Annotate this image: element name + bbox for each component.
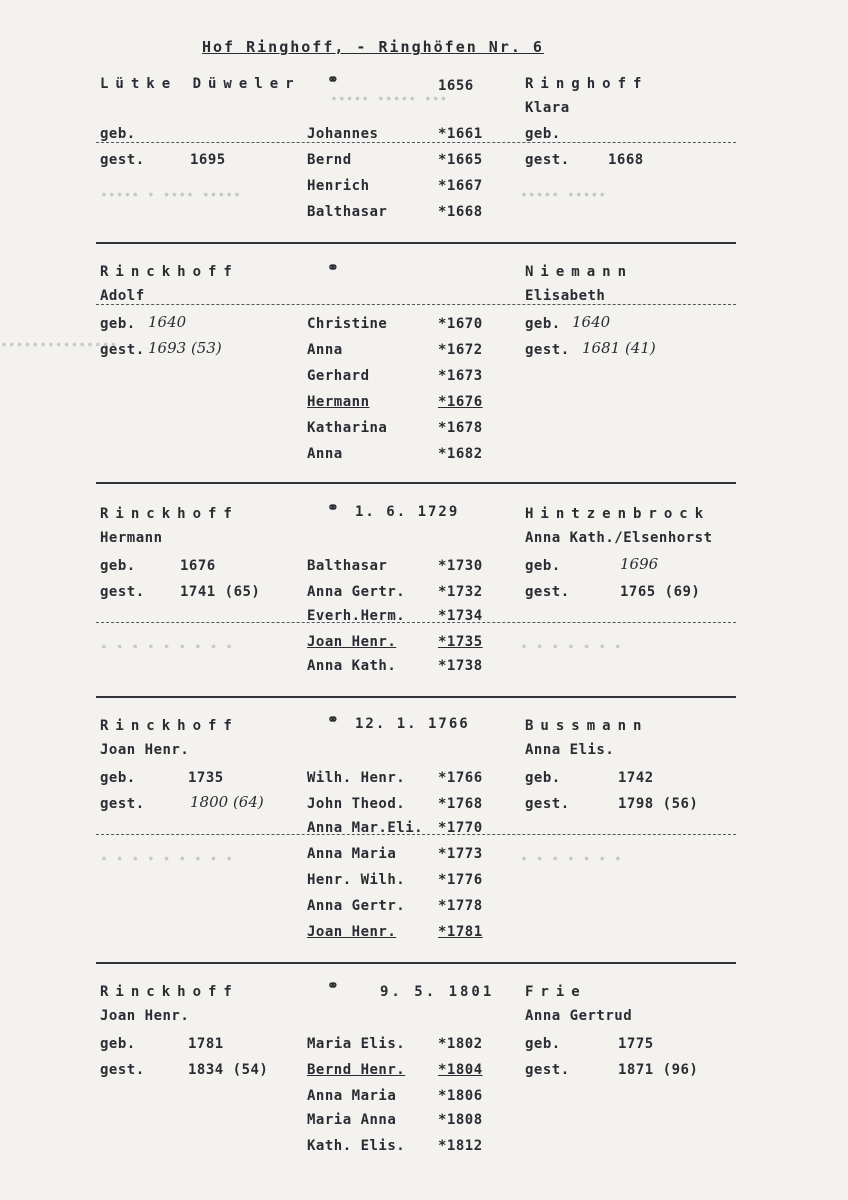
- husband-death-label: gest.: [100, 342, 145, 358]
- husband-surname: Rinckhoff: [100, 264, 239, 280]
- child-name: Anna: [307, 342, 343, 358]
- section-divider: [96, 482, 736, 484]
- wife-given-name: Elisabeth: [525, 288, 606, 304]
- section-divider: [96, 962, 736, 964]
- child-year: *1682: [438, 446, 483, 462]
- child-year: *1668: [438, 204, 483, 220]
- wife-death-year: 1668: [608, 152, 644, 168]
- child-year: *1678: [438, 420, 483, 436]
- child-year: *1667: [438, 178, 483, 194]
- husband-death-label: gest.: [100, 796, 145, 812]
- wedding-rings-icon: ⚭: [327, 500, 340, 516]
- husband-given-name: Adolf: [100, 288, 145, 304]
- child-name: Anna Maria: [307, 1088, 397, 1104]
- husband-death-year: 1695: [190, 152, 226, 168]
- underline-divider: [96, 834, 736, 835]
- child-year: *1735: [438, 634, 483, 650]
- husband-birth-label: geb.: [100, 126, 136, 142]
- marriage-date: 9. 5. 1801: [380, 984, 495, 1000]
- wife-surname: Ringhoff: [525, 76, 649, 92]
- husband-surname: Rinckhoff: [100, 506, 239, 522]
- wife-birth-year: 1775: [618, 1036, 654, 1052]
- husband-given-name: Joan Henr.: [100, 742, 190, 758]
- child-name: Joan Henr.: [307, 634, 397, 650]
- child-year: *1768: [438, 796, 483, 812]
- husband-death-label: gest.: [100, 152, 145, 168]
- husband-birth-year: 1781: [188, 1036, 224, 1052]
- bleed-through: ∙ ∙ ∙ ∙ ∙ ∙ ∙ ∙ ∙: [100, 640, 234, 655]
- child-name: Bernd: [307, 152, 352, 168]
- child-name: Johannes: [307, 126, 379, 142]
- child-year: *1808: [438, 1112, 483, 1128]
- child-name: Anna Mar.Eli.: [307, 820, 424, 836]
- wife-surname: Hintzenbrock: [525, 506, 711, 522]
- marriage-date: 1. 6. 1729: [355, 504, 460, 520]
- wife-death-year: 1765 (69): [620, 584, 701, 600]
- child-name: Anna: [307, 446, 343, 462]
- child-year: *1802: [438, 1036, 483, 1052]
- wife-birth-label: geb.: [525, 126, 561, 142]
- child-year: *1773: [438, 846, 483, 862]
- child-name: Maria Elis.: [307, 1036, 406, 1052]
- wife-birth-label: geb.: [525, 316, 561, 332]
- husband-birth-label: geb.: [100, 1036, 136, 1052]
- marriage-date: 12. 1. 1766: [355, 716, 470, 732]
- child-name: Anna Maria: [307, 846, 397, 862]
- bleed-through: ∙ ∙ ∙ ∙ ∙ ∙ ∙: [520, 852, 622, 867]
- bleed-through: ∙∙∙ ∙∙∙∙∙ ∙∙∙∙∙: [330, 92, 448, 107]
- child-year: *1766: [438, 770, 483, 786]
- husband-death-year: 1800 (64): [190, 793, 264, 811]
- child-year: *1738: [438, 658, 483, 674]
- wife-death-label: gest.: [525, 1062, 570, 1078]
- wife-birth-label: geb.: [525, 558, 561, 574]
- underline-divider: [96, 142, 736, 143]
- wife-death-year: 1871 (96): [618, 1062, 699, 1078]
- child-year: *1670: [438, 316, 483, 332]
- child-year: *1665: [438, 152, 483, 168]
- child-year: *1673: [438, 368, 483, 384]
- husband-death-year: 1693 (53): [148, 339, 222, 357]
- child-year: *1734: [438, 608, 483, 624]
- child-year: *1676: [438, 394, 483, 410]
- wedding-rings-icon: ⚭: [327, 72, 340, 88]
- child-name: Katharina: [307, 420, 388, 436]
- underline-divider: [96, 304, 736, 305]
- wife-birth-label: geb.: [525, 770, 561, 786]
- child-name: Balthasar: [307, 558, 388, 574]
- husband-death-year: 1834 (54): [188, 1062, 269, 1078]
- wife-death-year: 1798 (56): [618, 796, 699, 812]
- child-name: Anna Gertr.: [307, 898, 406, 914]
- child-year: *1804: [438, 1062, 483, 1078]
- child-name: Kath. Elis.: [307, 1138, 406, 1154]
- child-year: *1781: [438, 924, 483, 940]
- wife-death-label: gest.: [525, 584, 570, 600]
- husband-birth-label: geb.: [100, 316, 136, 332]
- child-name: Anna Kath.: [307, 658, 397, 674]
- child-year: *1806: [438, 1088, 483, 1104]
- wife-given-name: Anna Elis.: [525, 742, 615, 758]
- section-divider: [96, 696, 736, 698]
- wife-birth-year: 1696: [620, 555, 659, 573]
- husband-birth-year: 1676: [180, 558, 216, 574]
- child-name: John Theod.: [307, 796, 406, 812]
- husband-death-year: 1741 (65): [180, 584, 261, 600]
- wife-birth-year: 1640: [572, 313, 611, 331]
- wife-surname: Frie: [525, 984, 587, 1000]
- husband-surname: Rinckhoff: [100, 984, 239, 1000]
- child-year: *1778: [438, 898, 483, 914]
- wife-given-name: Klara: [525, 100, 570, 116]
- wife-death-label: gest.: [525, 152, 570, 168]
- child-year: *1730: [438, 558, 483, 574]
- page-title: Hof Ringhoff, - Ringhöfen Nr. 6: [202, 38, 544, 56]
- bleed-through: ∙ ∙ ∙ ∙ ∙ ∙ ∙: [520, 640, 622, 655]
- wife-death-label: gest.: [525, 796, 570, 812]
- child-year: *1661: [438, 126, 483, 142]
- child-name: Christine: [307, 316, 388, 332]
- wedding-rings-icon: ⚭: [327, 260, 340, 276]
- wife-surname: Bussmann: [525, 718, 649, 734]
- wife-birth-year: 1742: [618, 770, 654, 786]
- wife-death-year: 1681 (41): [582, 339, 656, 357]
- child-year: *1812: [438, 1138, 483, 1154]
- husband-given-name: Hermann: [100, 530, 163, 546]
- section-divider: [96, 242, 736, 244]
- bleed-through: ∙∙∙∙∙ ∙∙∙∙ ∙ ∙∙∙∙∙: [100, 188, 241, 203]
- child-name: Everh.Herm.: [307, 608, 406, 624]
- child-name: Henr. Wilh.: [307, 872, 406, 888]
- child-name: Maria Anna: [307, 1112, 397, 1128]
- husband-birth-year: 1735: [188, 770, 224, 786]
- wedding-rings-icon: ⚭: [327, 712, 340, 728]
- child-name: Henrich: [307, 178, 370, 194]
- husband-birth-label: geb.: [100, 770, 136, 786]
- bleed-through: ∙∙∙∙∙ ∙∙∙∙∙: [520, 188, 607, 203]
- underline-divider: [96, 622, 736, 623]
- child-year: *1770: [438, 820, 483, 836]
- child-year: *1732: [438, 584, 483, 600]
- wife-death-label: gest.: [525, 342, 570, 358]
- child-name: Wilh. Henr.: [307, 770, 406, 786]
- husband-surname: Lütke Düweler: [100, 76, 301, 92]
- child-year: *1672: [438, 342, 483, 358]
- wife-surname: Niemann: [525, 264, 634, 280]
- child-name: Anna Gertr.: [307, 584, 406, 600]
- bleed-through: ∙ ∙ ∙ ∙ ∙ ∙ ∙ ∙ ∙: [100, 852, 234, 867]
- husband-surname: Rinckhoff: [100, 718, 239, 734]
- husband-death-label: gest.: [100, 584, 145, 600]
- husband-given-name: Joan Henr.: [100, 1008, 190, 1024]
- wedding-rings-icon: ⚭: [327, 978, 340, 994]
- husband-birth-label: geb.: [100, 558, 136, 574]
- wife-given-name: Anna Gertrud: [525, 1008, 633, 1024]
- husband-death-label: gest.: [100, 1062, 145, 1078]
- wife-given-name: Anna Kath./Elsenhorst: [525, 530, 713, 546]
- child-name: Joan Henr.: [307, 924, 397, 940]
- marriage-date: 1656: [438, 78, 474, 94]
- wife-birth-label: geb.: [525, 1036, 561, 1052]
- child-name: Balthasar: [307, 204, 388, 220]
- husband-birth-year: 1640: [148, 313, 187, 331]
- child-name: Gerhard: [307, 368, 370, 384]
- child-name: Bernd Henr.: [307, 1062, 406, 1078]
- bleed-through: ∙∙∙∙∙∙∙∙∙∙∙∙∙∙∙: [0, 338, 118, 353]
- child-name: Hermann: [307, 394, 370, 410]
- child-year: *1776: [438, 872, 483, 888]
